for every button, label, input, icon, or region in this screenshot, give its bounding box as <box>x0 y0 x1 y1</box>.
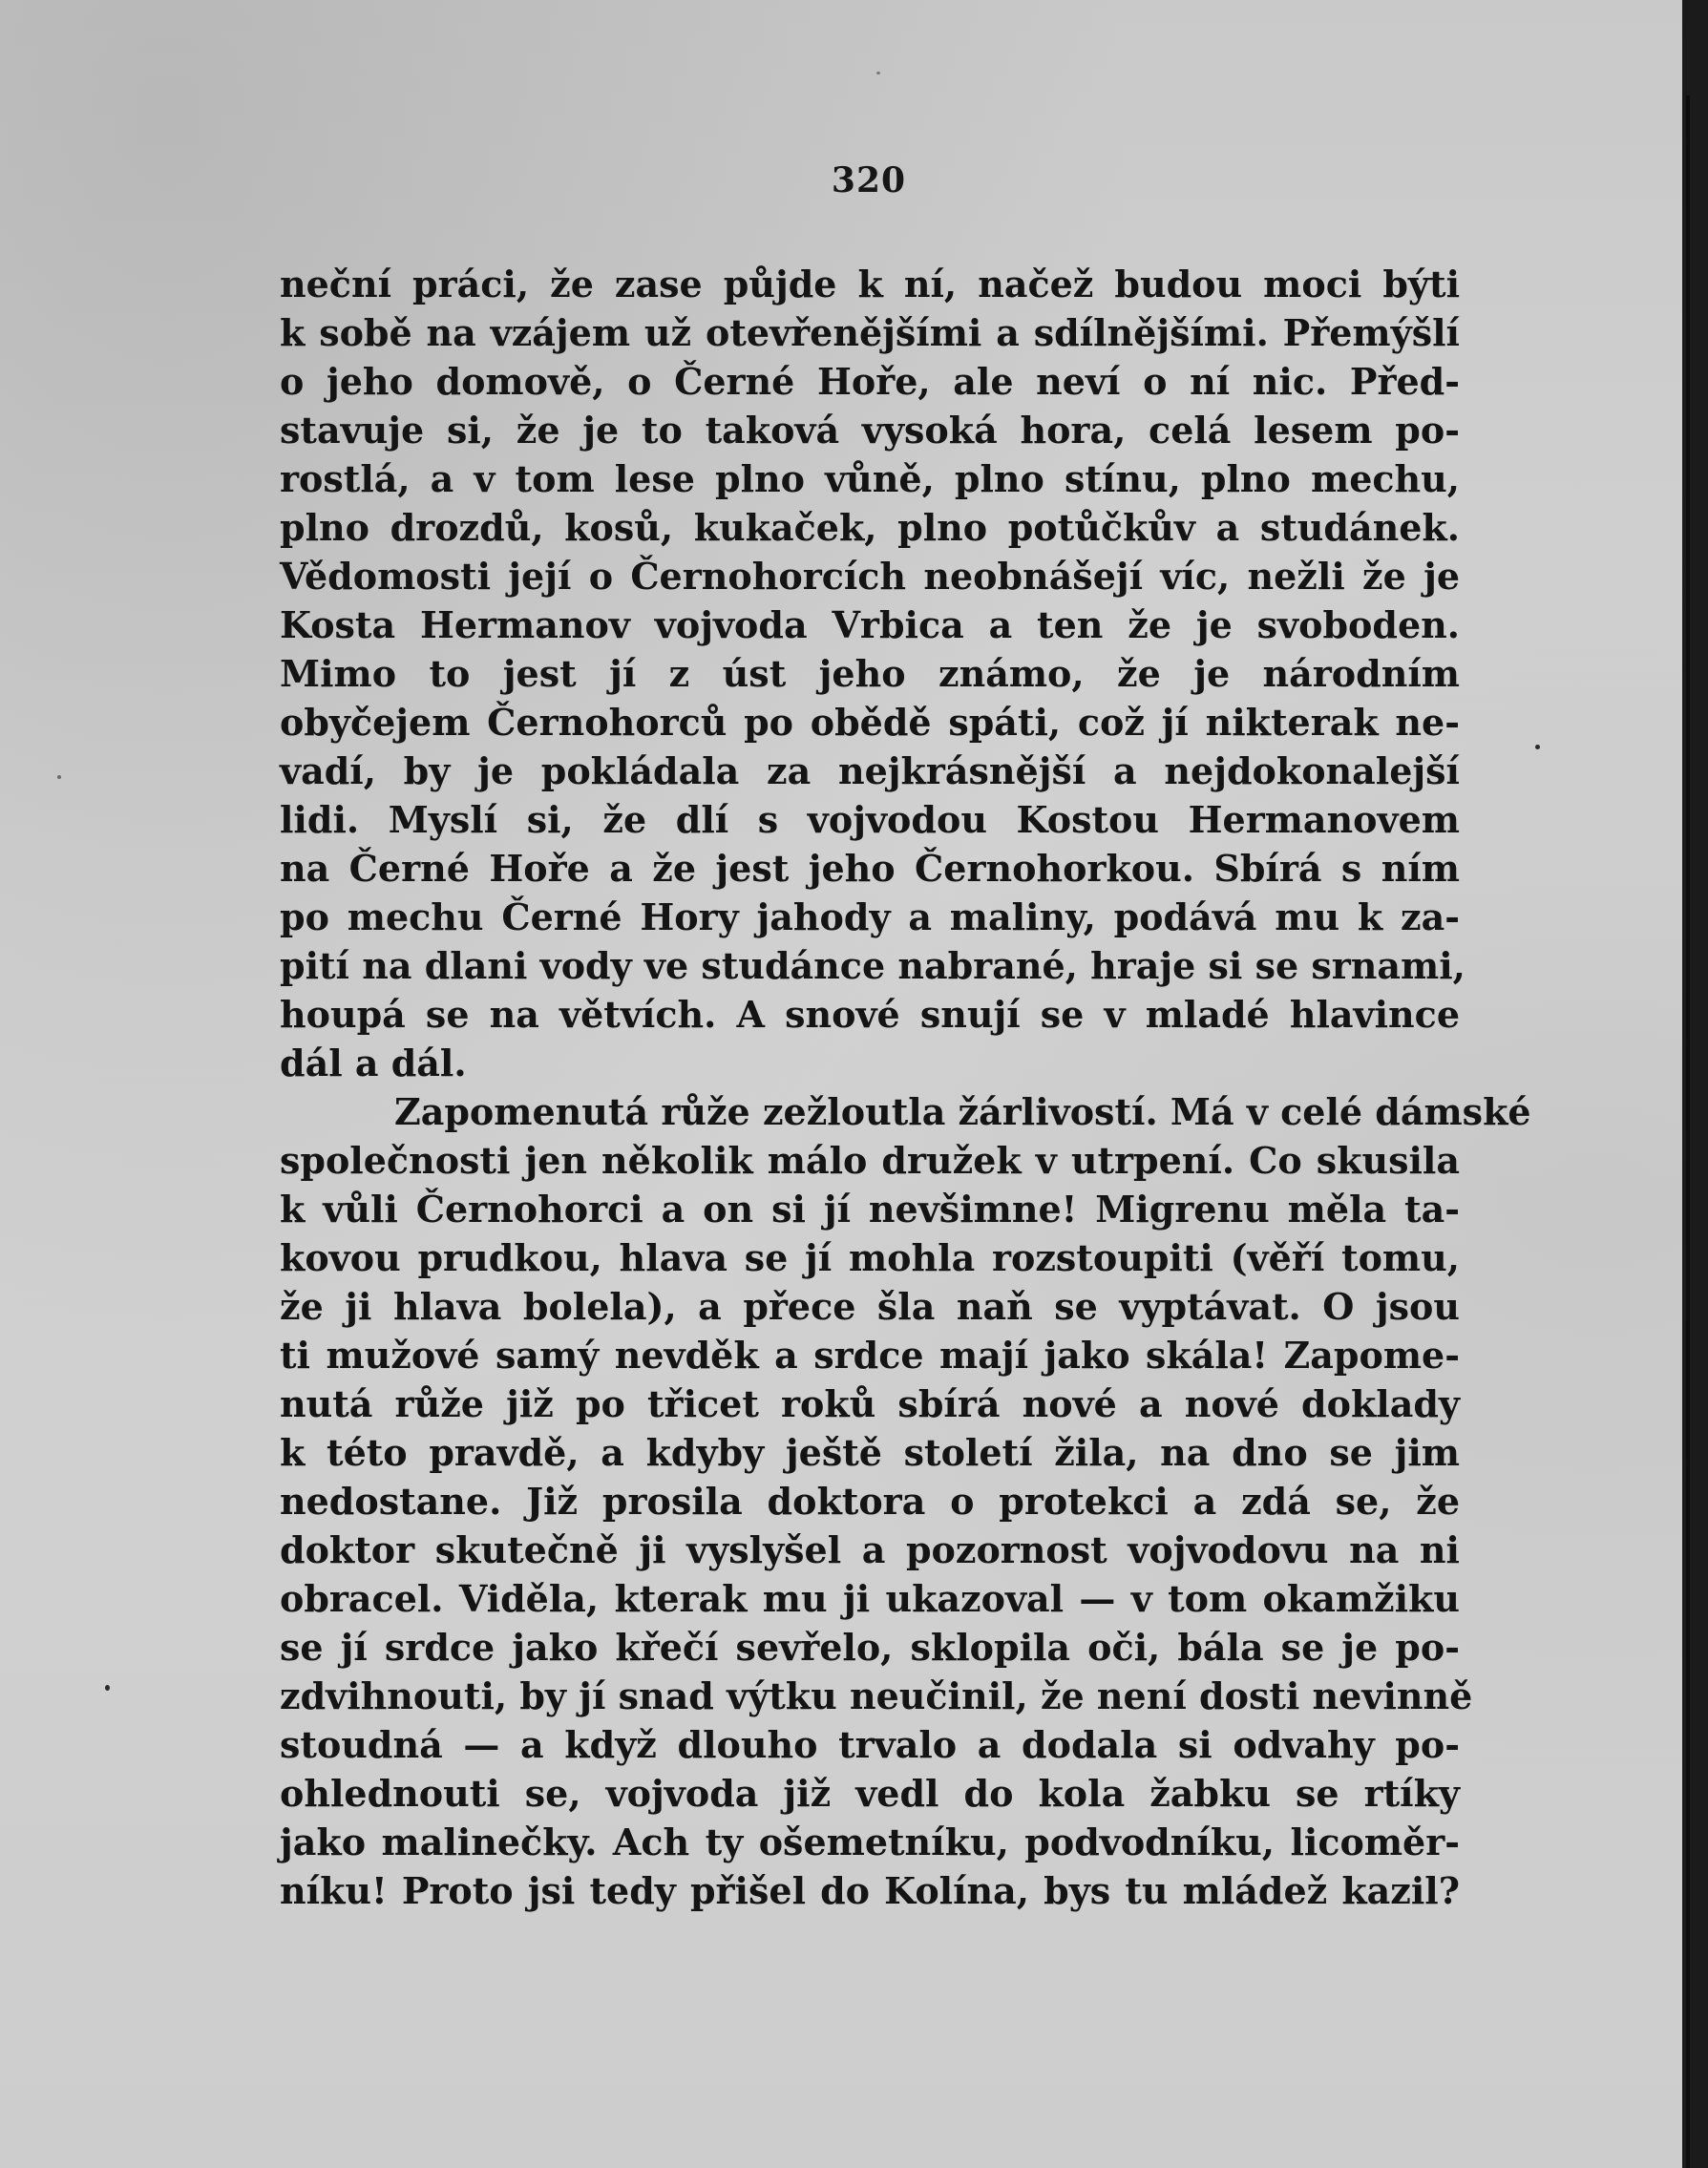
text-line: zdvihnouti, by jí snad výtku neučinil, že není dosti nevinně <box>280 1674 1473 1717</box>
text-line: Zapomenutá růže zežloutla žárlivostí. Má v celé dámské <box>394 1090 1531 1133</box>
scan-speck <box>57 775 61 779</box>
text-line: obyčejem Černohorců po obědě spáti, což jí nikterak ne- <box>280 701 1460 744</box>
text-line: neční práci, že zase půjde k ní, načež budou moci býti <box>280 263 1460 305</box>
text-line: nutá růže již po třicet roků sbírá nové a nové doklady <box>280 1382 1460 1425</box>
text-line: obracel. Viděla, kterak mu ji ukazoval — v tom okamžiku <box>280 1577 1460 1620</box>
text-line: o jeho domově, o Černé Hoře, ale neví o ní nic. Před- <box>280 360 1460 403</box>
scan-speck <box>105 1685 110 1691</box>
text-line: níku! Proto jsi tedy přišel do Kolína, bys tu mládež kazil? <box>280 1869 1460 1912</box>
text-line: ti mužové samý nevděk a srdce mají jako skála! Zapome- <box>280 1334 1460 1377</box>
text-line: houpá se na větvích. A snové snují se v mladé hlavince <box>280 993 1460 1036</box>
text-line: Vědomosti její o Černohorcích neobnášejí víc, nežli že je <box>280 555 1460 598</box>
body-text <box>280 260 1531 1915</box>
text-line: nedostane. Již prosila doktora o protekci a zdá se, že <box>280 1480 1460 1523</box>
text-line: po mechu Černé Hory jahody a maliny, podává mu k za- <box>280 895 1460 938</box>
text-line: k vůli Černohorci a on si jí nevšimne! Migrenu měla ta- <box>280 1188 1460 1231</box>
scan-speck <box>876 72 880 74</box>
text-line: doktor skutečně ji vyslyšel a pozornost vojvodovu na ni <box>280 1528 1460 1571</box>
page-number: 320 <box>831 160 907 200</box>
text-line: stavuje si, že je to taková vysoká hora, celá lesem po- <box>280 409 1460 452</box>
text-line: jako malinečky. Ach ty ošemetníku, podvodníku, licoměr- <box>280 1821 1460 1863</box>
text-line: lidi. Myslí si, že dlí s vojvodou Kostou Hermanovem <box>280 798 1460 841</box>
text-line: rostlá, a v tom lese plno vůně, plno stínu, plno mechu, <box>280 457 1460 500</box>
text-line: společnosti jen několik málo družek v utrpení. Co skusila <box>280 1139 1460 1182</box>
text-line: Kosta Hermanov vojvoda Vrbica a ten že je svoboden. <box>280 603 1460 646</box>
text-line: kovou prudkou, hlava se jí mohla rozstoupiti (věří tomu, <box>280 1236 1460 1279</box>
text-line: ohlednouti se, vojvoda již vedl do kola žabku se rtíky <box>280 1772 1460 1815</box>
text-line: se jí srdce jako křečí sevřelo, sklopila oči, bála se je po- <box>280 1626 1460 1669</box>
page-edge-line <box>1686 95 1690 2168</box>
text-line: stoudná — a když dlouho trvalo a dodala si odvahy po- <box>280 1723 1460 1766</box>
text-line: vadí, by je pokládala za nejkrásnější a nejdokonalejší <box>280 749 1460 792</box>
text-line: k sobě na vzájem už otevřenějšími a sdílnějšími. Přemýšlí <box>280 311 1460 354</box>
text-line: pití na dlani vody ve studánce nabrané, hraje si se srnami, <box>280 944 1466 987</box>
text-line: Mimo to jest jí z úst jeho známo, že je národním <box>280 652 1460 695</box>
scan-speck <box>1535 745 1540 749</box>
text-line: na Černé Hoře a že jest jeho Černohorkou. Sbírá s ním <box>280 847 1460 890</box>
text-line: k této pravdě, a kdyby ještě století žila, na dno se jim <box>280 1431 1460 1474</box>
text-line: plno drozdů, kosů, kukaček, plno potůčkův a studánek. <box>280 506 1460 549</box>
text-line: že ji hlava bolela), a přece šla naň se vyptávat. O jsou <box>280 1285 1460 1328</box>
text-line: dál a dál. <box>280 1042 467 1084</box>
